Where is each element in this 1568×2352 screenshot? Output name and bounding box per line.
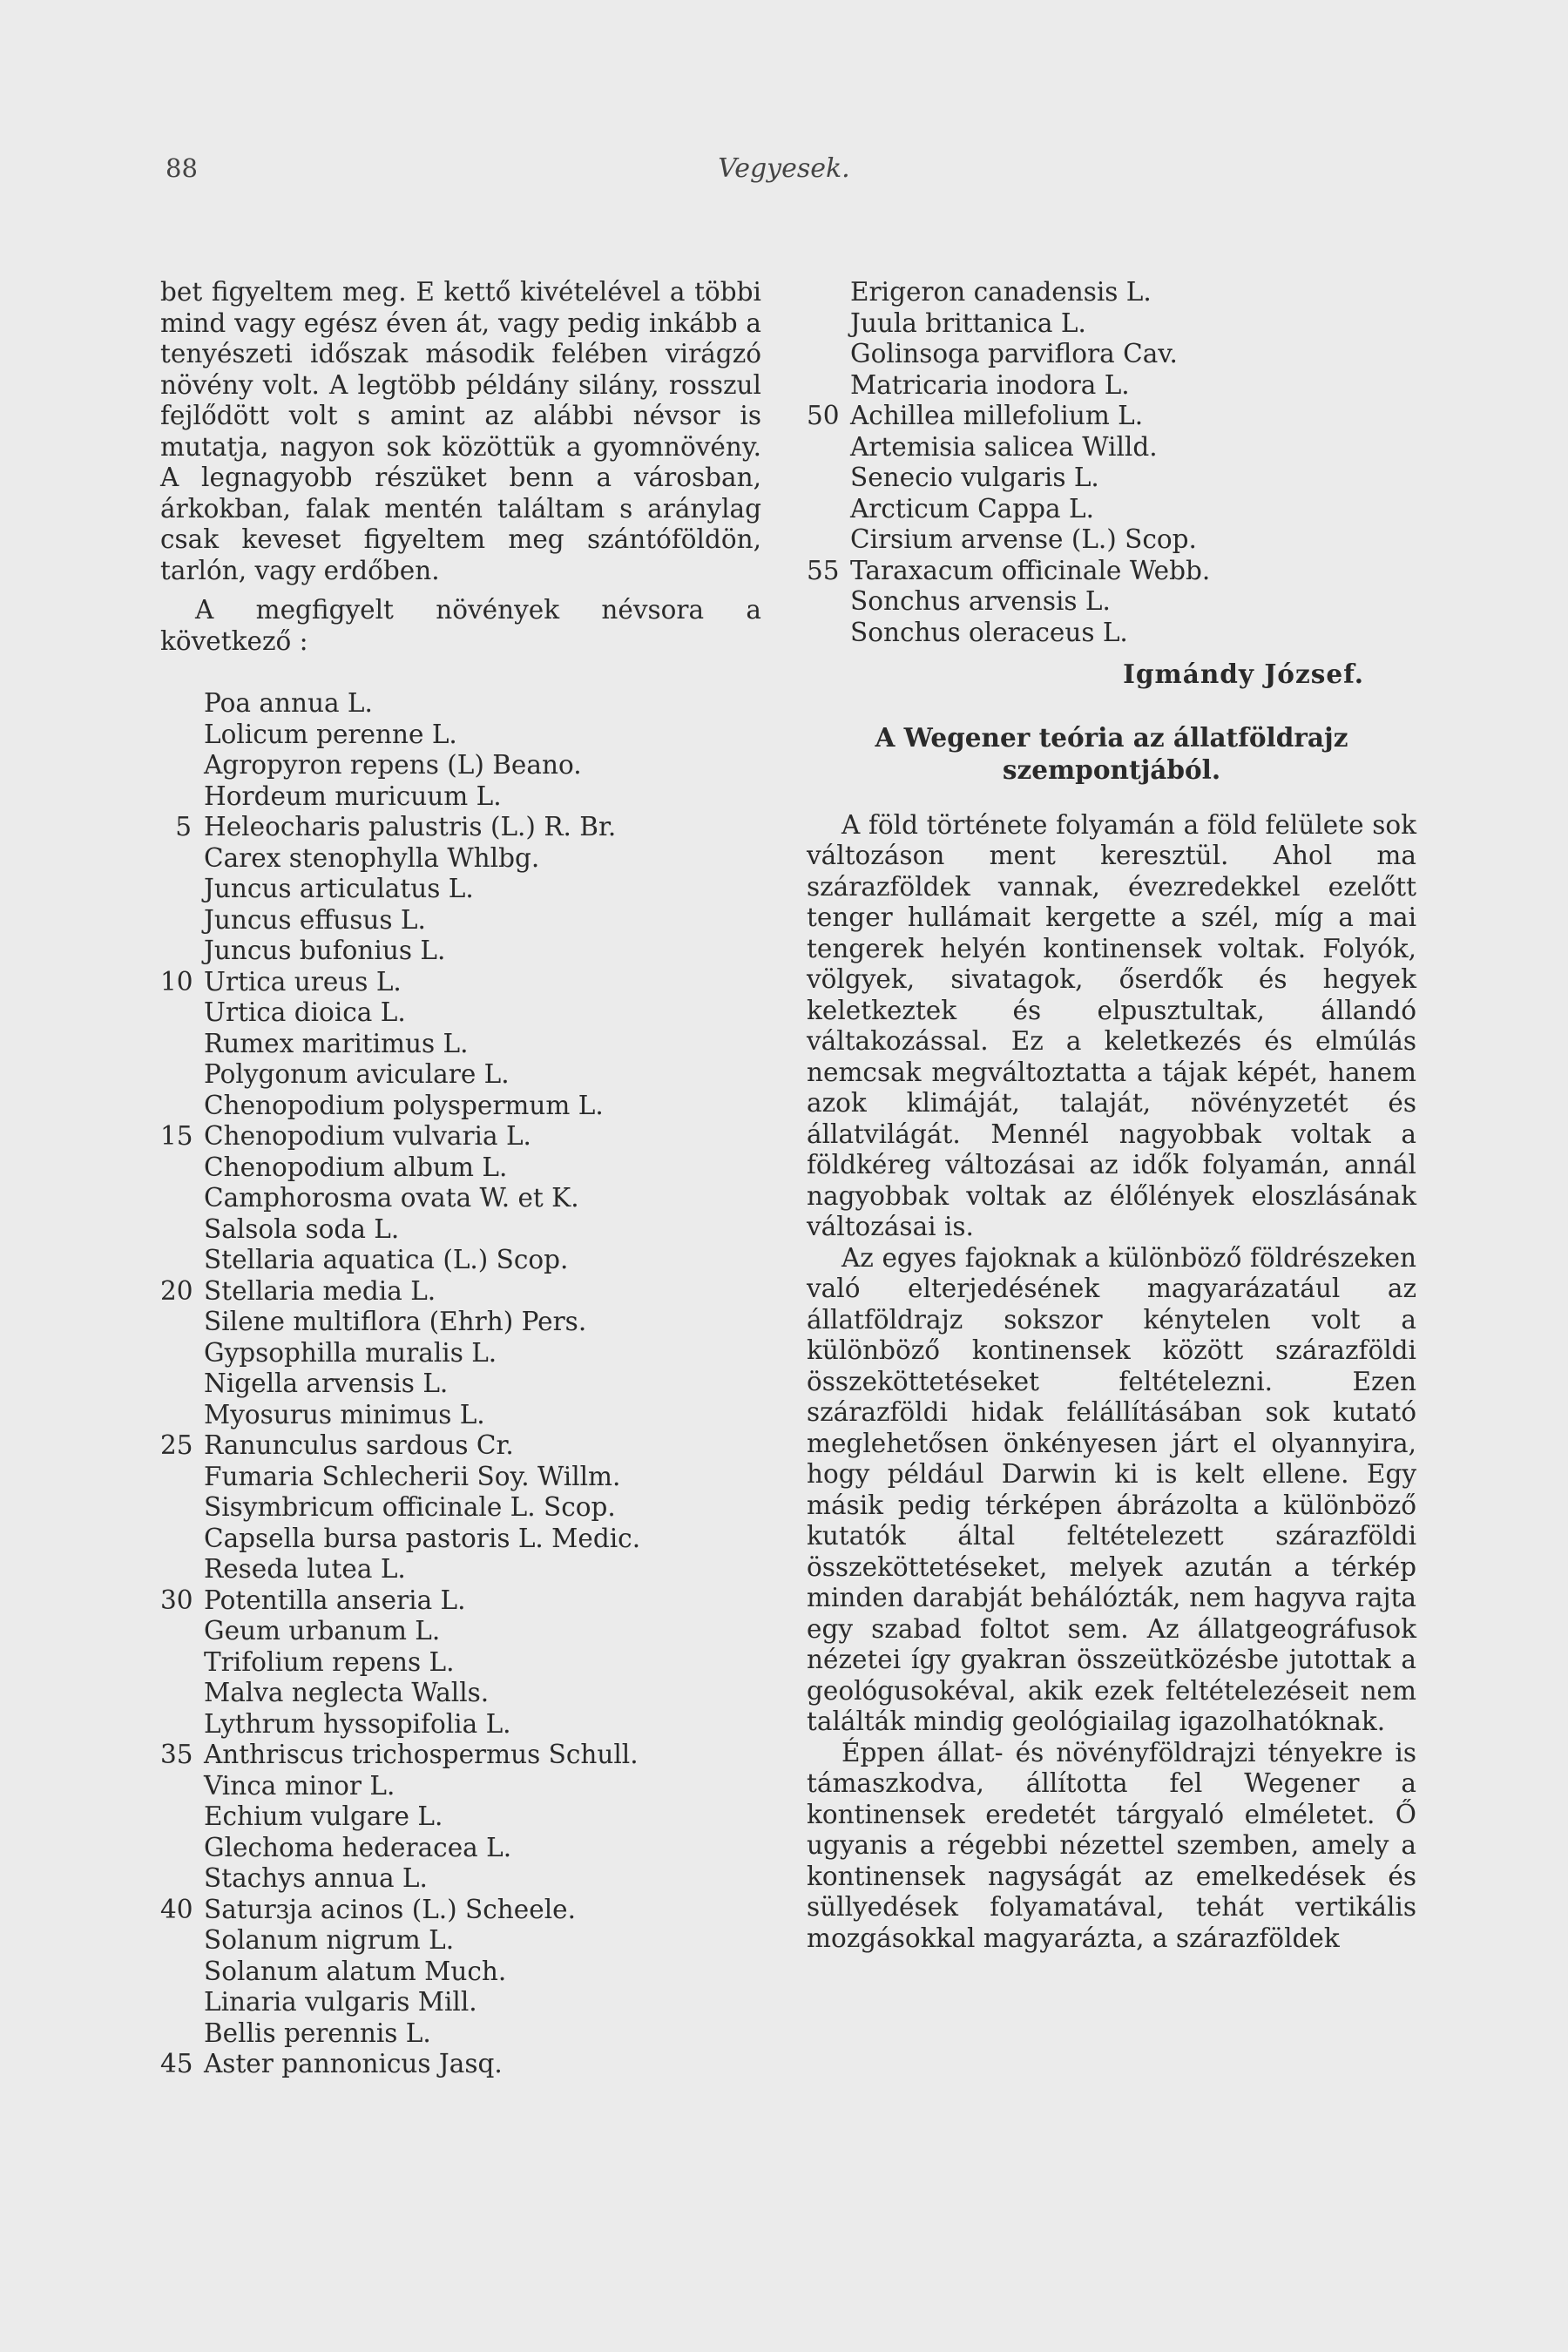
plant-list-item	[160, 1029, 761, 1060]
plant-name: Aster pannonicus Jasq.	[204, 2049, 503, 2078]
plant-name: Lolicum perenne L.	[204, 719, 457, 749]
plant-name: Chenopodium vulvaria L.	[204, 1121, 531, 1151]
plant-list-item	[160, 1369, 761, 1400]
plant-list-item	[160, 1957, 761, 1988]
plant-list-item	[807, 370, 1416, 402]
plant-name: Juncus bufonius L.	[204, 936, 446, 965]
plant-list-item	[160, 1245, 761, 1276]
plant-number: 30	[160, 1585, 193, 1615]
plant-name: Solanum nigrum L.	[204, 1925, 455, 1955]
plant-name: Saturɜja acinos (L.) Scheele.	[204, 1894, 576, 1924]
plant-list-item	[160, 1647, 761, 1679]
plant-name: Linaria vulgaris Mill.	[204, 1987, 477, 2017]
plant-name: Urtica dioica L.	[204, 997, 406, 1027]
plant-name: Camphorosma ovata W. et K.	[204, 1183, 579, 1213]
plant-name: Arcticum Cappa L.	[850, 493, 1094, 524]
plant-list-item	[160, 1462, 761, 1493]
left-column	[160, 277, 761, 2080]
plant-list-item	[807, 618, 1416, 649]
plant-list-item	[160, 1771, 761, 1802]
plant-list-item	[807, 339, 1416, 370]
plant-name: Lythrum hyssopifolia L.	[204, 1708, 511, 1739]
plant-list-item	[160, 1091, 761, 1122]
plant-list-item	[160, 1524, 761, 1555]
plant-name: Heleocharis palustris (L.) R. Br.	[204, 812, 617, 841]
plant-name: Capsella bursa pastoris L. Medic.	[204, 1523, 641, 1553]
plant-name: Potentilla anseria L.	[204, 1585, 466, 1615]
article-paragraph: Éppen állat- és növényföldrajzi tényekre is támaszkodva, állította fel Wegener a kontinensek eredetét tárgyaló elméletet. Ő ugyanis a régebbi nézettel szemben, amely a kontinensek nagyságát az emelkedések és süllyedések folyamatával, tehát vertikális mozgásokkal magyarázta, a szárazföldek	[807, 1737, 1416, 1953]
plant-name: Chenopodium album L.	[204, 1152, 508, 1182]
running-title: Vegyesek.	[718, 153, 850, 184]
plant-number: 25	[160, 1430, 193, 1460]
plant-list-item	[160, 1616, 761, 1647]
plant-number: 15	[160, 1121, 193, 1151]
plant-name: Bellis perennis L.	[204, 2017, 431, 2048]
plant-name: Fumaria Schlecherii Soy. Willm.	[204, 1461, 621, 1491]
plant-list-item	[160, 1400, 761, 1431]
plant-name: Rumex maritimus L.	[204, 1028, 469, 1058]
plant-name: Juula brittanica L.	[850, 308, 1086, 338]
list-intro: A megfigyelt növények névsora a következő :	[160, 595, 761, 656]
plant-list-item	[160, 1801, 761, 1833]
plant-list-item	[160, 1554, 761, 1585]
plant-list-item	[807, 432, 1416, 463]
plant-list-item	[160, 1183, 761, 1214]
plant-number: 35	[160, 1740, 193, 1769]
plant-list-item	[160, 720, 761, 751]
plant-name: Stellaria media L.	[204, 1275, 436, 1306]
plant-name: Sonchus arvensis L.	[850, 586, 1111, 616]
plant-list-item	[160, 1121, 761, 1152]
plant-name: Hordeum muricuum L.	[204, 781, 502, 811]
plant-list-item	[160, 1740, 761, 1771]
plant-list-item	[160, 1276, 761, 1308]
plant-list-item	[160, 688, 761, 720]
plant-list-item	[807, 556, 1416, 587]
plant-list-item	[807, 308, 1416, 340]
author-signature: Igmándy József.	[1123, 659, 1364, 689]
plant-name: Carex stenophylla Whlbg.	[204, 842, 540, 873]
article-title: A Wegener teória az állatföldrajz szempontjából.	[875, 721, 1348, 785]
plant-list-item	[160, 905, 761, 936]
plant-name: Matricaria inodora L.	[850, 369, 1130, 400]
plant-list-item	[160, 1709, 761, 1740]
plant-name: Cirsium arvense (L.) Scop.	[850, 524, 1197, 554]
plant-name: Silene multiflora (Ehrh) Pers.	[204, 1307, 587, 1336]
plant-list-item	[160, 1863, 761, 1895]
plant-name: Solanum alatum Much.	[204, 1956, 507, 1986]
plant-name: Juncus effusus L.	[204, 904, 426, 935]
plant-list-item	[160, 843, 761, 875]
plant-number: 45	[160, 2049, 193, 2078]
plant-name: Agropyron repens (L) Beano.	[204, 750, 582, 780]
plant-name: Achillea millefolium L.	[850, 401, 1144, 430]
plant-name: Stellaria aquatica (L.) Scop.	[204, 1245, 569, 1274]
plant-list-item	[160, 1925, 761, 1957]
plant-name: Salsola soda L.	[204, 1213, 400, 1244]
plant-name: Sonchus oleraceus L.	[850, 617, 1128, 647]
plant-list-item	[160, 997, 761, 1029]
plant-list-item	[160, 2018, 761, 2050]
plant-list-item	[160, 1833, 761, 1864]
plant-name: Echium vulgare L.	[204, 1801, 443, 1831]
plant-list-item	[160, 1987, 761, 2018]
plant-name: Nigella arvensis L.	[204, 1369, 449, 1398]
plant-name: Sisymbricum officinale L. Scop.	[204, 1492, 616, 1522]
plant-list-item	[160, 936, 761, 967]
plant-number: 5	[175, 812, 192, 841]
plant-list-item	[160, 1214, 761, 1246]
plant-list-item	[807, 401, 1416, 432]
plant-name: Golinsoga parviflora Cav.	[850, 339, 1178, 368]
plant-list-item	[160, 1492, 761, 1524]
plant-list-item	[160, 1895, 761, 1926]
page-number: 88	[166, 153, 198, 183]
article-paragraph: A föld története folyamán a föld felülete sok változáson ment keresztül. Ahol ma szárazföldek vannak, évezredekkel ezelőtt tenger hullámait kergette a szél, míg a mai tengerek helyén kontinensek voltak. Folyók, völgyek, sivatagok, őserdők és hegyek keletkeztek és elpusztultak, állandó váltakozással. Ez a keletkezés és elmúlás nemcsak megváltoztatta a tájak képét, hanem azok klimáját, talaját, növényzetét és állatvilágát. Mennél nagyobbak voltak a földkéreg változásai az idők folyamán, annál nagyobbak voltak az élőlények eloszlásának változásai is.	[807, 809, 1416, 1241]
plant-list-item	[160, 967, 761, 998]
plant-list-item	[807, 463, 1416, 494]
plant-number: 50	[807, 401, 840, 430]
plant-list-right	[807, 277, 1416, 648]
plant-name: Urtica ureus L.	[204, 966, 402, 997]
plant-name: Gypsophilla muralis L.	[204, 1337, 497, 1368]
plant-name: Vinca minor L.	[204, 1770, 395, 1801]
right-column	[807, 277, 1416, 1954]
plant-number: 20	[160, 1275, 193, 1306]
plant-list-item	[160, 781, 761, 813]
plant-list-item	[160, 812, 761, 843]
plant-name: Glechoma hederacea L.	[204, 1832, 512, 1862]
plant-list-left	[160, 688, 761, 2080]
plant-list-item	[807, 277, 1416, 308]
plant-number: 55	[807, 555, 840, 585]
plant-name: Taraxacum officinale Webb.	[850, 555, 1211, 585]
intro-paragraph: bet figyeltem meg. E kettő kivételével a többi mind vagy egész éven át, vagy pedig inkább a tenyészeti időszak második felében virágzó növény volt. A legtöbb példány silány, rosszul fejlődött volt s amint az alábbi névsor is mutatja, nagyon sok közöttük a gyomnövény. A legnagyobb részüket benn a városban, árkokban, falak mentén találtam s aránylag csak keveset figyeltem meg szántóföldön, tarlón, vagy erdőben.	[160, 277, 761, 585]
plant-list-item	[160, 1430, 761, 1462]
plant-name: Artemisia salicea Willd.	[850, 431, 1158, 462]
plant-list-item	[807, 494, 1416, 525]
plant-name: Anthriscus trichospermus Schull.	[204, 1740, 639, 1769]
plant-name: Trifolium repens L.	[204, 1646, 455, 1677]
plant-name: Senecio vulgaris L.	[850, 463, 1099, 492]
plant-list-item	[160, 2049, 761, 2080]
plant-name: Chenopodium polyspermum L.	[204, 1090, 604, 1120]
plant-number: 40	[160, 1894, 193, 1924]
plant-name: Ranunculus sardous Cr.	[204, 1430, 514, 1460]
plant-list-item	[807, 586, 1416, 618]
plant-list-item	[160, 1338, 761, 1369]
plant-list-item	[160, 1307, 761, 1338]
plant-list-item	[160, 874, 761, 905]
plant-name: Stachys annua L.	[204, 1863, 428, 1893]
plant-list-item	[160, 1678, 761, 1709]
plant-list-item	[160, 750, 761, 781]
plant-name: Erigeron canadensis L.	[850, 277, 1152, 307]
plant-number: 10	[160, 966, 193, 997]
plant-list-item	[160, 1585, 761, 1617]
article-paragraph: Az egyes fajoknak a különböző földrészeken való elterjedésének magyarázatául az állatföldrajz sokszor kénytelen volt a különböző kontinensek között szárazföldi összeköttetéseket feltételezni. Ezen szárazföldi hidak felállításában sok kutató meglehetősen önkényesen járt el olyannyira, hogy például Darwin ki is kelt ellene. Egy másik pedig térképen ábrázolta a különböző kutatók által feltételezett szárazföldi összeköttetéseket, melyek azután a térkép minden darabját behálózták, nem hagyva rajta egy szabad foltot sem. Az állatgeográfusok nézetei így gyakran összeütközésbe jutottak a geológusokéval, akik ezek feltételezéseit nem találták mindig geológiailag igazolhatóknak.	[807, 1242, 1416, 1736]
plant-name: Poa annua L.	[204, 688, 373, 718]
plant-name: Malva neglecta Walls.	[204, 1678, 490, 1707]
plant-list-item	[807, 524, 1416, 556]
plant-list-item	[160, 1152, 761, 1184]
plant-list-item	[160, 1059, 761, 1091]
plant-name: Juncus articulatus L.	[204, 874, 474, 903]
plant-name: Reseda lutea L.	[204, 1554, 406, 1584]
plant-name: Myosurus minimus L.	[204, 1399, 485, 1429]
plant-name: Geum urbanum L.	[204, 1616, 441, 1646]
plant-name: Polygonum aviculare L.	[204, 1059, 510, 1089]
